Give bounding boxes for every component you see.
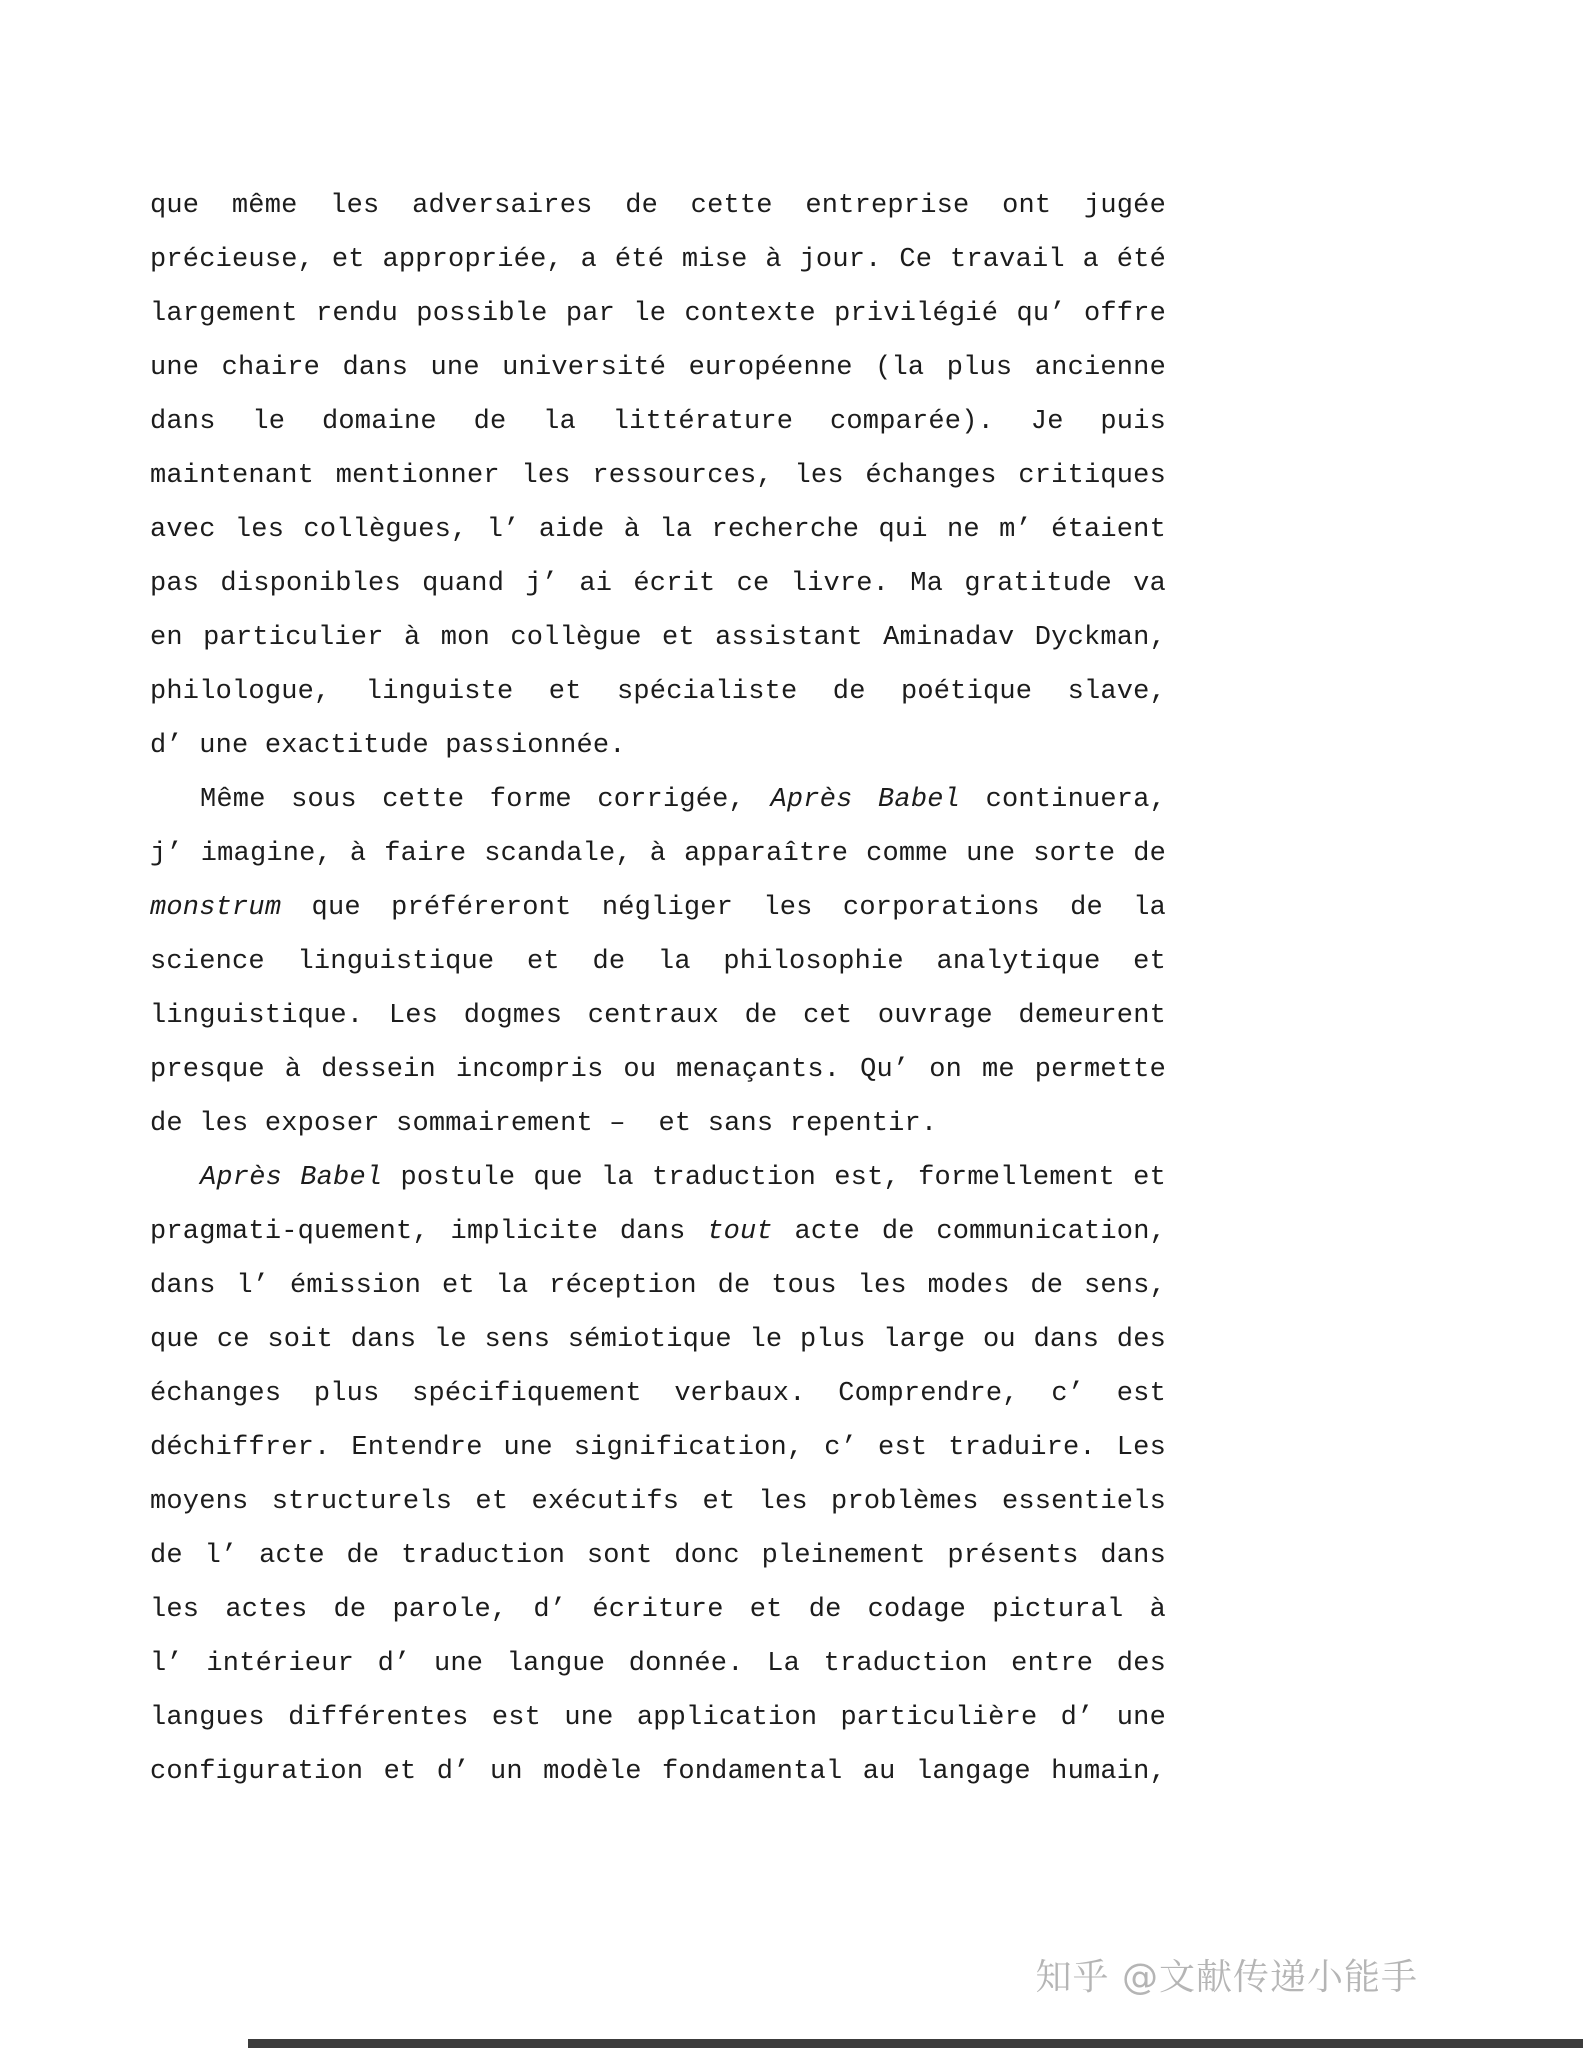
text-block [150, 179, 1166, 1799]
paragraph [150, 773, 1166, 1151]
text-line [150, 611, 1166, 665]
text-line [150, 1151, 1166, 1205]
text-segment: échanges plus spécifiquement verbaux. Comprendre, c’ est [150, 1379, 1166, 1409]
text-line [150, 341, 1166, 395]
text-line [150, 287, 1166, 341]
text-segment: philologue, linguiste et spécialiste de poétique slave, [150, 677, 1166, 707]
text-line [150, 1529, 1166, 1583]
text-segment: déchiffrer. Entendre une signification, c’ est traduire. Les [150, 1433, 1166, 1463]
text-segment: j’ imagine, à faire scandale, à apparaître comme une sorte de [150, 839, 1166, 869]
text-line [150, 449, 1166, 503]
italic-text-segment: monstrum [150, 893, 282, 923]
text-line [150, 233, 1166, 287]
text-line [150, 1691, 1166, 1745]
text-line [150, 1475, 1166, 1529]
text-line [150, 1367, 1166, 1421]
watermark: 知乎 @文献传递小能手 [1035, 1957, 1418, 1998]
text-line [150, 719, 1166, 773]
text-line [150, 1043, 1166, 1097]
italic-text-segment: tout [707, 1217, 773, 1247]
text-line [150, 503, 1166, 557]
text-segment: Même sous cette forme corrigée, [200, 785, 771, 815]
text-segment: langues différentes est une application particulière d’ une [150, 1703, 1166, 1733]
text-segment: moyens structurels et exécutifs et les problèmes essentiels [150, 1487, 1166, 1517]
text-segment: largement rendu possible par le contexte privilégié qu’ offre [150, 299, 1166, 329]
text-segment: les actes de parole, d’ écriture et de codage pictural à [150, 1595, 1166, 1625]
text-line [150, 1259, 1166, 1313]
text-line [150, 1421, 1166, 1475]
text-segment: précieuse, et appropriée, a été mise à jour. Ce travail a été [150, 245, 1166, 275]
text-line [150, 395, 1166, 449]
text-line [150, 557, 1166, 611]
text-segment: continuera, [960, 785, 1166, 815]
text-segment: que préféreront négliger les corporations de la [281, 893, 1166, 923]
text-segment: science linguistique et de la philosophie analytique et [150, 947, 1166, 977]
text-line [150, 1097, 1166, 1151]
text-segment: presque à dessein incompris ou menaçants. Qu’ on me permette [150, 1055, 1166, 1085]
text-segment: configuration et d’ un modèle fondamental au langage humain, [150, 1757, 1166, 1787]
text-line [150, 827, 1166, 881]
text-segment: de l’ acte de traduction sont donc pleinement présents dans [150, 1541, 1166, 1571]
text-line [150, 1205, 1166, 1259]
text-segment: que même les adversaires de cette entreprise ont jugée [150, 191, 1166, 221]
paragraph [150, 1151, 1166, 1799]
text-segment: une chaire dans une université européenne (la plus ancienne [150, 353, 1166, 383]
text-line [150, 935, 1166, 989]
text-segment: pragmati-quement, implicite dans [150, 1217, 708, 1247]
text-line [150, 1313, 1166, 1367]
text-line [150, 665, 1166, 719]
text-segment: d’ une exactitude passionnée. [150, 731, 626, 761]
text-segment: avec les collègues, l’ aide à la recherche qui ne m’ étaient [150, 515, 1166, 545]
text-segment: de les exposer sommairement – et sans repentir. [150, 1109, 938, 1139]
bottom-bar [248, 2039, 1583, 2048]
text-segment: que ce soit dans le sens sémiotique le plus large ou dans des [150, 1325, 1166, 1355]
text-line [150, 179, 1166, 233]
text-line [150, 1583, 1166, 1637]
text-segment: dans l’ émission et la réception de tous les modes de sens, [150, 1271, 1166, 1301]
text-segment: dans le domaine de la littérature comparée). Je puis [150, 407, 1166, 437]
text-line [150, 1637, 1166, 1691]
text-segment: acte de communication, [772, 1217, 1166, 1247]
text-line [150, 773, 1166, 827]
text-segment: linguistique. Les dogmes centraux de cet ouvrage demeurent [150, 1001, 1166, 1031]
text-line [150, 881, 1166, 935]
text-segment: maintenant mentionner les ressources, les échanges critiques [150, 461, 1166, 491]
text-segment: en particulier à mon collègue et assistant Aminadav Dyckman, [150, 623, 1166, 653]
italic-text-segment: Après Babel [200, 1163, 383, 1193]
text-segment: l’ intérieur d’ une langue donnée. La traduction entre des [150, 1649, 1166, 1679]
paragraph [150, 179, 1166, 773]
italic-text-segment: Après Babel [770, 785, 961, 815]
text-line [150, 1745, 1166, 1799]
text-line [150, 989, 1166, 1043]
text-segment: postule que la traduction est, formellement et [382, 1163, 1166, 1193]
text-segment: pas disponibles quand j’ ai écrit ce livre. Ma gratitude va [150, 569, 1166, 599]
